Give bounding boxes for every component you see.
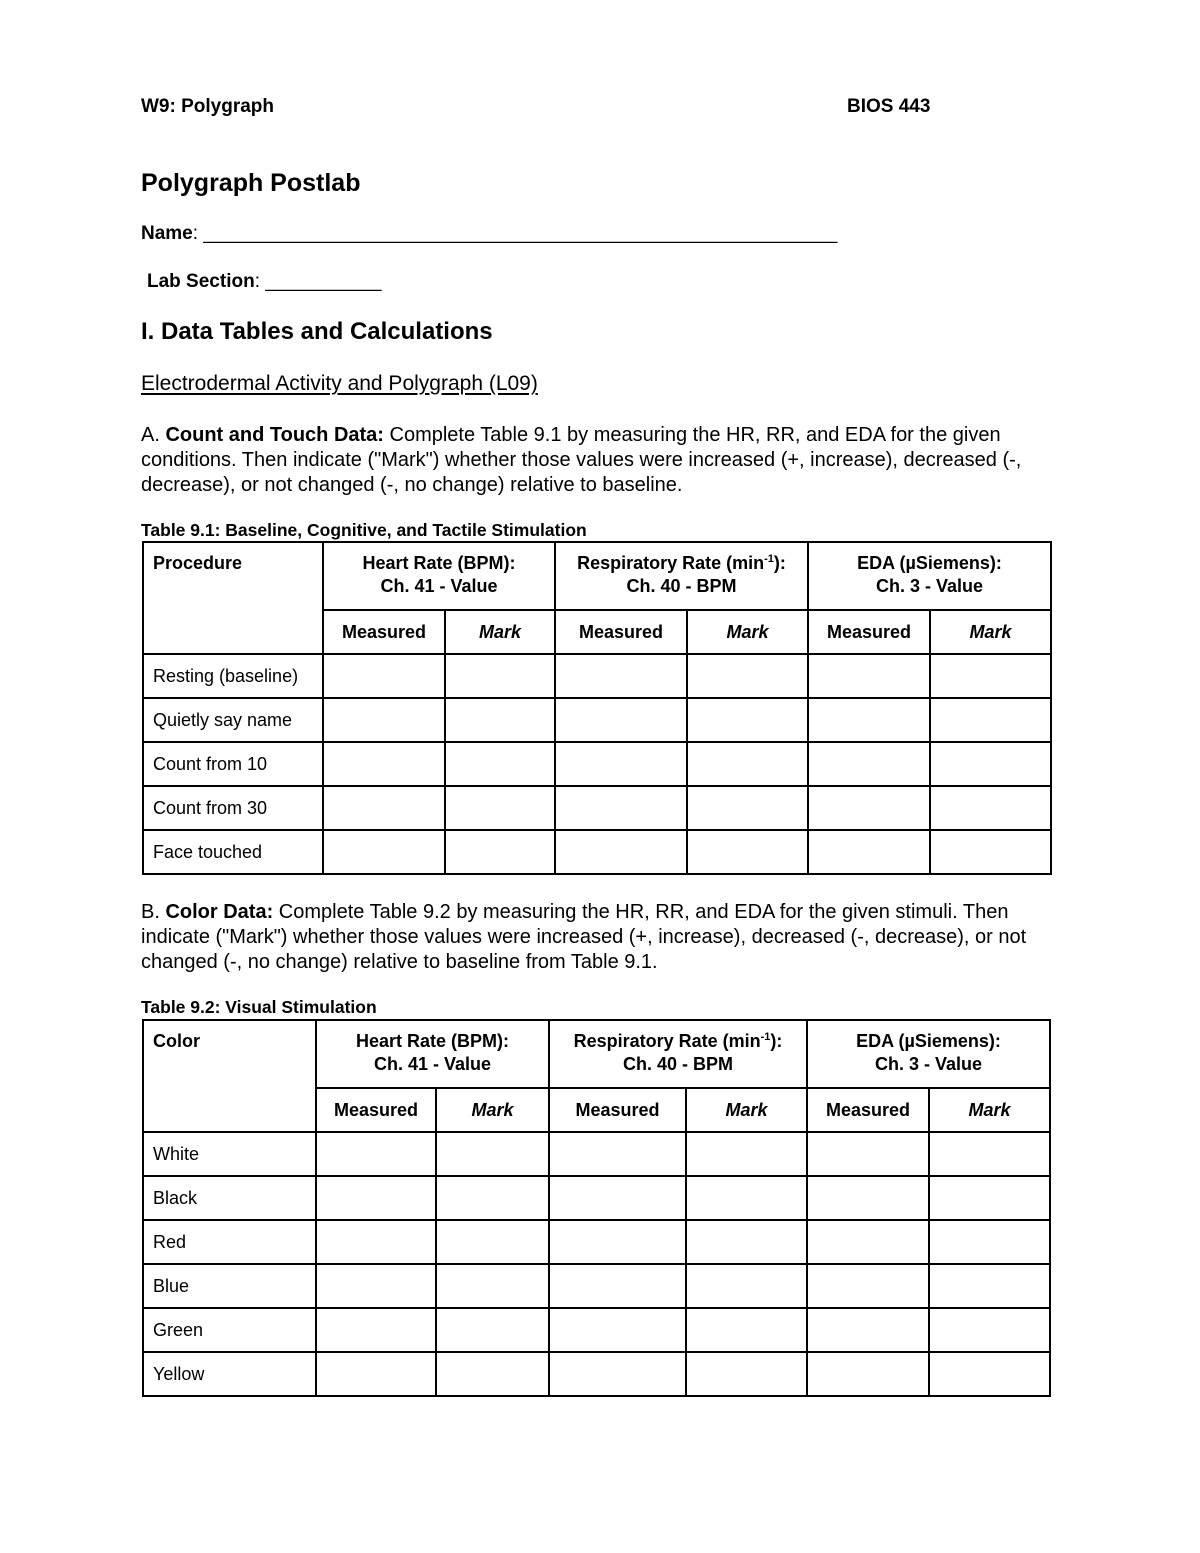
col-header-measured: Measured [808, 610, 930, 654]
col-header-measured: Measured [316, 1088, 436, 1132]
table1-caption: Table 9.1: Baseline, Cognitive, and Tactile Stimulation [141, 520, 587, 540]
part-a-text: Complete Table 9.1 by measuring the HR, RR, and EDA for the given conditions. Then indicate ("Mark") whether those values were increased (+, increase), decreased (-, decrease), or not changed (-, no change) relative to baseline. [141, 424, 1022, 496]
mark-cell[interactable] [445, 654, 555, 698]
measured-cell[interactable] [555, 698, 687, 742]
measured-cell[interactable] [549, 1220, 686, 1264]
part-b-instructions [141, 900, 1041, 975]
subsection-heading: Electrodermal Activity and Polygraph (L09) [141, 372, 538, 395]
table-row [143, 786, 1051, 830]
measured-cell[interactable] [807, 1308, 929, 1352]
row-label: White [143, 1132, 316, 1176]
table2-group-respiratory-rate [549, 1020, 807, 1088]
group-line1a: Respiratory Rate (min [573, 1031, 761, 1051]
table-header-row [143, 1020, 1050, 1088]
mark-cell[interactable] [930, 698, 1051, 742]
measured-cell[interactable] [316, 1352, 436, 1396]
part-b-text: Complete Table 9.2 by measuring the HR, RR, and EDA for the given stimuli. Then indicate ("Mark") whether those values were increased (+, increase), decreased (-, decrease), or not changed (-, no change) relative to baseline from Table 9.1. [141, 901, 1027, 973]
name-sep: : [192, 223, 199, 244]
mark-cell[interactable] [436, 1176, 549, 1220]
table-row [143, 1176, 1050, 1220]
group-sup: -1 [760, 1031, 771, 1043]
row-label: Green [143, 1308, 316, 1352]
mark-cell[interactable] [687, 698, 808, 742]
group-line1b: ): [773, 553, 786, 573]
table2-group-heart-rate [316, 1020, 549, 1088]
row-label: Yellow [143, 1352, 316, 1396]
table-row [143, 654, 1051, 698]
group-sup: -1 [764, 553, 774, 565]
table-row [143, 742, 1051, 786]
part-a-bold: Count and Touch Data: [165, 424, 384, 446]
mark-cell[interactable] [930, 786, 1051, 830]
measured-cell[interactable] [807, 1176, 929, 1220]
table-row [143, 1352, 1050, 1396]
group-line2: Ch. 40 - BPM [622, 1054, 733, 1074]
page-title: Polygraph Postlab [141, 169, 361, 197]
part-b-prefix: B. [141, 901, 166, 923]
measured-cell[interactable] [323, 654, 445, 698]
course-code-label: BIOS 443 [847, 96, 931, 117]
col-header-mark: Mark [929, 1088, 1050, 1132]
group-line1: Heart Rate (BPM): [362, 553, 516, 573]
table-row [143, 1308, 1050, 1352]
measured-cell[interactable] [316, 1308, 436, 1352]
group-line2: Ch. 41 - Value [373, 1054, 492, 1074]
row-label: Face touched [143, 830, 323, 874]
measured-cell[interactable] [555, 830, 687, 874]
lab-section-sep: : [254, 271, 260, 292]
mark-cell[interactable] [687, 830, 808, 874]
mark-cell[interactable] [436, 1308, 549, 1352]
name-blank[interactable]: ____________________________________________________________ [203, 223, 838, 244]
measured-cell[interactable] [808, 654, 930, 698]
measured-cell[interactable] [323, 786, 445, 830]
table-row [143, 1132, 1050, 1176]
group-line1: EDA (µSiemens): [856, 1031, 1001, 1051]
measured-cell[interactable] [316, 1132, 436, 1176]
measured-cell[interactable] [808, 786, 930, 830]
row-label: Red [143, 1220, 316, 1264]
col-header-measured: Measured [555, 610, 687, 654]
col-header-mark: Mark [436, 1088, 549, 1132]
mark-cell[interactable] [436, 1264, 549, 1308]
part-b-bold: Color Data: [165, 901, 274, 923]
mark-cell[interactable] [445, 830, 555, 874]
mark-cell[interactable] [686, 1308, 807, 1352]
mark-cell[interactable] [686, 1132, 807, 1176]
row-label: Resting (baseline) [143, 654, 323, 698]
table2-caption: Table 9.2: Visual Stimulation [141, 997, 377, 1017]
measured-cell[interactable] [316, 1264, 436, 1308]
group-line1: EDA (µSiemens): [857, 553, 1002, 573]
mark-cell[interactable] [929, 1264, 1050, 1308]
mark-cell[interactable] [687, 786, 808, 830]
table-9-1 [142, 541, 1052, 875]
row-label: Quietly say name [143, 698, 323, 742]
table2-body [143, 1132, 1050, 1396]
row-label: Blue [143, 1264, 316, 1308]
col-header-measured: Measured [323, 610, 445, 654]
row-label: Count from 10 [143, 742, 323, 786]
measured-cell[interactable] [549, 1352, 686, 1396]
col-header-mark: Mark [686, 1088, 807, 1132]
group-line2: Ch. 3 - Value [874, 1054, 983, 1074]
mark-cell[interactable] [929, 1308, 1050, 1352]
measured-cell[interactable] [807, 1352, 929, 1396]
mark-cell[interactable] [686, 1220, 807, 1264]
mark-cell[interactable] [930, 742, 1051, 786]
mark-cell[interactable] [436, 1220, 549, 1264]
measured-cell[interactable] [323, 698, 445, 742]
measured-cell[interactable] [808, 830, 930, 874]
mark-cell[interactable] [930, 654, 1051, 698]
mark-cell[interactable] [930, 830, 1051, 874]
measured-cell[interactable] [549, 1132, 686, 1176]
table1-body [143, 654, 1051, 874]
table-row [143, 830, 1051, 874]
measured-cell[interactable] [555, 654, 687, 698]
lab-section-field [147, 271, 382, 293]
lab-section-label: Lab Section [147, 271, 255, 292]
mark-cell[interactable] [929, 1220, 1050, 1264]
table-row [143, 1220, 1050, 1264]
mark-cell[interactable] [436, 1352, 549, 1396]
mark-cell[interactable] [929, 1176, 1050, 1220]
measured-cell[interactable] [549, 1308, 686, 1352]
mark-cell[interactable] [686, 1176, 807, 1220]
group-line1b: ): [770, 1031, 783, 1051]
table-header-row [143, 542, 1051, 610]
col-header-mark: Mark [687, 610, 808, 654]
table-row [143, 698, 1051, 742]
table1-group-respiratory-rate [555, 542, 808, 610]
col-header-measured: Measured [549, 1088, 686, 1132]
measured-cell[interactable] [808, 698, 930, 742]
mark-cell[interactable] [445, 698, 555, 742]
mark-cell[interactable] [445, 742, 555, 786]
mark-cell[interactable] [687, 742, 808, 786]
group-line2: Ch. 40 - BPM [626, 576, 737, 596]
table-9-2 [142, 1019, 1051, 1397]
group-line2: Ch. 3 - Value [875, 576, 984, 596]
lab-section-blank[interactable]: ___________ [265, 271, 382, 292]
mark-cell[interactable] [929, 1352, 1050, 1396]
mark-cell[interactable] [686, 1352, 807, 1396]
mark-cell[interactable] [445, 786, 555, 830]
section-heading: I. Data Tables and Calculations [141, 318, 493, 345]
mark-cell[interactable] [929, 1132, 1050, 1176]
part-a-prefix: A. [141, 424, 166, 446]
measured-cell[interactable] [549, 1176, 686, 1220]
name-field [141, 223, 837, 245]
table2-first-header: Color [143, 1020, 316, 1132]
measured-cell[interactable] [808, 742, 930, 786]
table2-group-eda [807, 1020, 1050, 1088]
group-line2: Ch. 41 - Value [380, 576, 498, 596]
row-label: Count from 30 [143, 786, 323, 830]
col-header-measured: Measured [807, 1088, 929, 1132]
measured-cell[interactable] [807, 1220, 929, 1264]
measured-cell[interactable] [807, 1264, 929, 1308]
group-line1a: Respiratory Rate (min [577, 553, 765, 573]
part-a-instructions [141, 423, 1041, 498]
measured-cell[interactable] [807, 1132, 929, 1176]
measured-cell[interactable] [555, 786, 687, 830]
measured-cell[interactable] [323, 830, 445, 874]
table1-group-heart-rate [323, 542, 555, 610]
measured-cell[interactable] [549, 1264, 686, 1308]
table-row [143, 1264, 1050, 1308]
mark-cell[interactable] [686, 1264, 807, 1308]
col-header-mark: Mark [930, 610, 1051, 654]
measured-cell[interactable] [323, 742, 445, 786]
table1-first-header: Procedure [143, 542, 323, 654]
mark-cell[interactable] [687, 654, 808, 698]
mark-cell[interactable] [436, 1132, 549, 1176]
group-line1: Heart Rate (BPM): [355, 1031, 510, 1051]
name-label: Name [141, 223, 193, 244]
col-header-mark: Mark [445, 610, 555, 654]
course-week-label: W9: Polygraph [141, 96, 275, 117]
measured-cell[interactable] [316, 1220, 436, 1264]
measured-cell[interactable] [316, 1176, 436, 1220]
table1-group-eda [808, 542, 1051, 610]
row-label: Black [143, 1176, 316, 1220]
measured-cell[interactable] [555, 742, 687, 786]
